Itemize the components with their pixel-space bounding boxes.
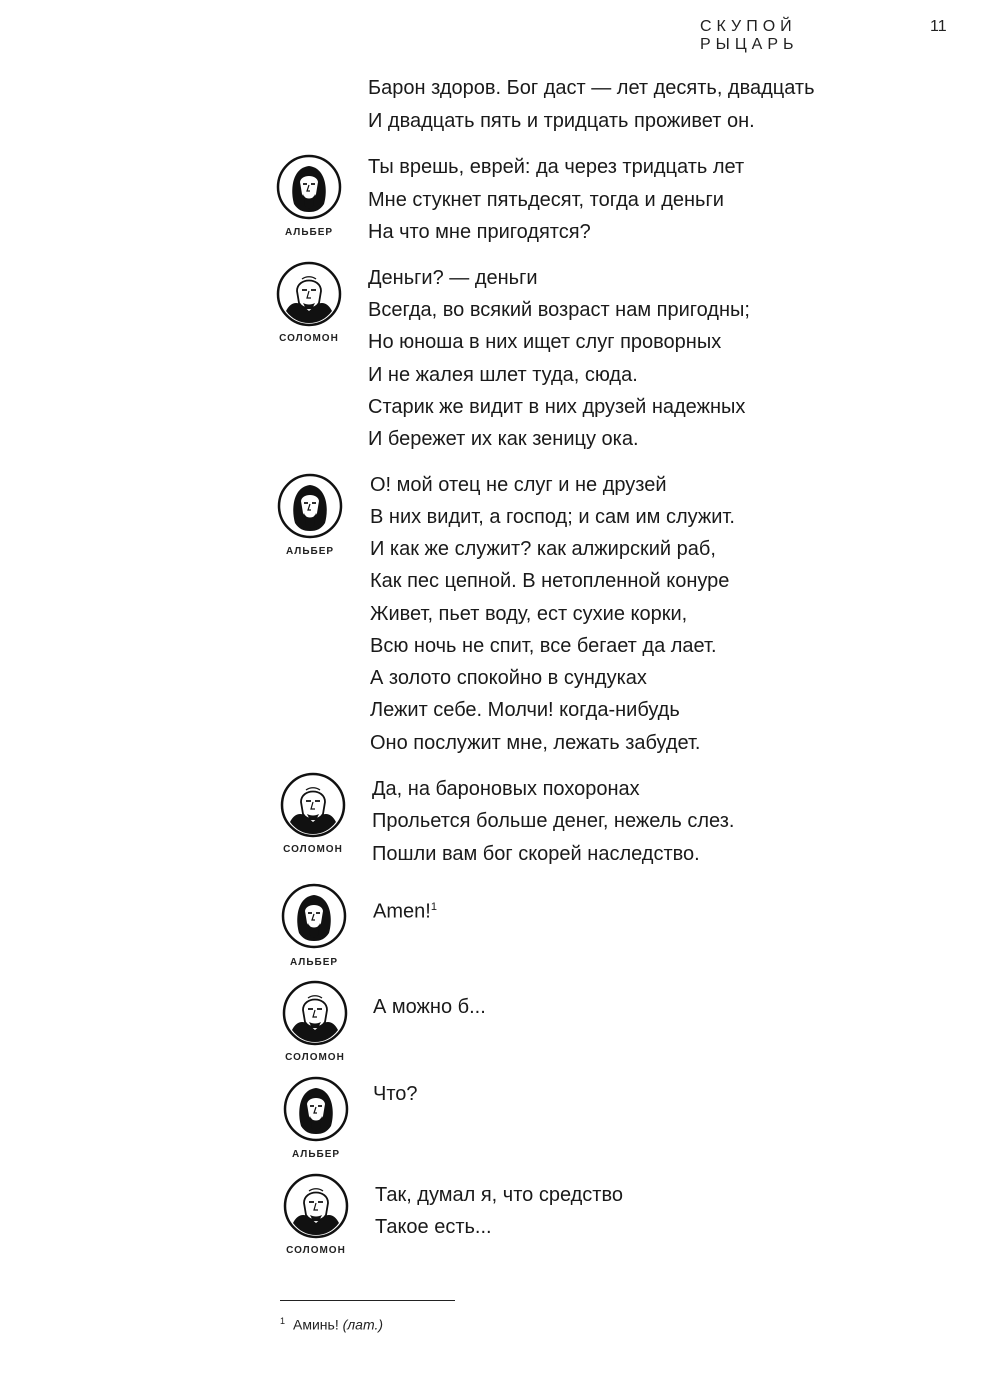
verse-line: На что мне пригодятся? (368, 221, 591, 243)
footnote-text: Аминь! (293, 1316, 339, 1333)
verse-line: О! мой отец не слуг и не друзей (370, 474, 667, 496)
solomon-portrait-icon (276, 261, 342, 327)
solomon-portrait-icon (282, 980, 348, 1046)
verse-line: А можно б... (373, 996, 486, 1018)
speaker-label: СОЛОМОН (286, 1245, 346, 1256)
footnote (280, 1316, 383, 1333)
verse-line: Деньги? — деньги (368, 267, 538, 289)
speaker-label: СОЛОМОН (279, 333, 339, 344)
speaker-label: АЛЬБЕР (285, 546, 335, 557)
verse-line: Как пес цепной. В нетопленной конуре (370, 570, 730, 592)
solomon-portrait-icon (280, 772, 346, 838)
verse-line: Старик же видит в них друзей надежных (368, 396, 746, 418)
verse-line: Мне стукнет пятьдесят, тогда и деньги (368, 189, 724, 211)
amen-text: Amen! (373, 900, 431, 923)
speaker-label: АЛЬБЕР (289, 957, 339, 968)
speaker-label: СОЛОМОН (283, 844, 343, 855)
verse-line-amen (373, 895, 437, 924)
verse-line: Живет, пьет воду, ест сухие корки, (370, 603, 688, 625)
footnote-mark: 1 (280, 1316, 286, 1326)
solomon-portrait-icon (283, 1173, 349, 1239)
verse-line: Да, на бароновых похоронах (372, 778, 640, 800)
verse-line: Барон здоров. Бог даст — лет десять, двадцать (368, 77, 815, 99)
albert-portrait-icon (281, 883, 347, 949)
running-title: СКУПОЙ РЫЦАРЬ (700, 18, 799, 53)
verse-line: И бережет их как зеницу ока. (368, 428, 639, 450)
verse-line: Оно послужит мне, лежать забудет. (370, 732, 701, 754)
verse-line: Ты врешь, еврей: да через тридцать лет (368, 156, 745, 178)
verse-line: И как же служит? как алжирский раб, (370, 538, 716, 560)
footnote-lang: (лат.) (342, 1316, 384, 1333)
verse-line: Так, думал я, что средство (375, 1184, 623, 1206)
verse-line: Всю ночь не спит, все бегает да лает. (370, 635, 717, 657)
albert-portrait-icon (283, 1076, 349, 1142)
footnote-reference: 1 (430, 901, 437, 913)
verse-line: Но юноша в них ищет слуг проворных (368, 331, 722, 353)
verse-line: И не жалея шлет туда, сюда. (368, 364, 638, 386)
verse-line: Лежит себе. Молчи! когда-нибудь (370, 699, 680, 721)
verse-line: И двадцать пять и тридцать проживет он. (368, 110, 755, 132)
speaker-label: АЛЬБЕР (284, 227, 334, 238)
verse-line: Пошли вам бог скорей наследство. (372, 843, 700, 865)
verse-line: Такое есть... (375, 1216, 492, 1238)
verse-line: А золото спокойно в сундуках (370, 667, 647, 689)
speaker-label: СОЛОМОН (285, 1052, 345, 1063)
verse-line: В них видит, а господ; и сам им служит. (370, 506, 735, 528)
verse-line: Прольется больше денег, нежель слез. (372, 810, 735, 832)
page-number: 11 (930, 18, 947, 35)
albert-portrait-icon (277, 473, 343, 539)
footnote-rule (280, 1300, 455, 1301)
speaker-label: АЛЬБЕР (291, 1149, 341, 1160)
albert-portrait-icon (276, 154, 342, 220)
verse-line: Что? (373, 1083, 418, 1105)
verse-line: Всегда, во всякий возраст нам пригодны; (368, 299, 750, 321)
